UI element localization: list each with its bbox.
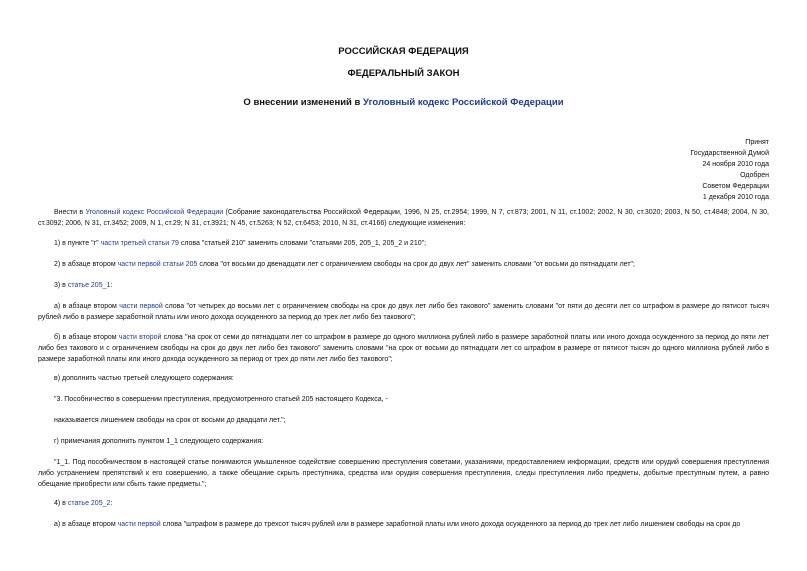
country-heading: РОССИЙСКАЯ ФЕДЕРАЦИЯ [338,46,469,57]
item-1-paragraph [38,238,769,249]
article-205-1-link[interactable]: статье 205_1 [67,282,111,289]
stamp-line: 1 декабря 2010 года [702,194,769,201]
text-run: а) в абзаце втором [54,521,118,528]
text-run: (Собрание законодательства Российской Федерации, 1996, N 25, ст.2954; 1999, N 7, ст.873; 2001, N 11, ст.1002; 2002, N 30, ст.3020; 2003, N 50, ст.4848; 2004, N 30, ст.3092; 2006, N 31, ст.3452; 2009, N 1, ст.29; N 31, ст.3921; N 45, ст.5263; N 52, ст.6453; 2010, N 31, ст.4166) следующие изменения: [38,209,769,227]
article-205-link[interactable]: части первой статьи 205 [117,261,198,268]
text-run: слова "штрафом в размере до трехсот тысяч рублей или в размере заработной платы или иного дохода осужденного за период до трех лет либо лишением свободы на срок до [160,521,741,528]
part-one-link[interactable]: части первой [119,303,163,310]
page-title [0,97,807,108]
stamp-line: Советом Федерации [702,183,769,190]
text-run: слова "от восьми до двенадцати лет с ограничением свободы на срок до двух лет" заменить словами "от восьми до пятнадцати лет"; [197,261,635,268]
text-run: : [110,282,113,289]
item-3g-paragraph: г) примечания дополнить пунктом 1_1 следующего содержания: [54,438,264,445]
text-run: б) в абзаце втором [54,334,119,341]
item-4-paragraph [38,498,769,509]
stamp-line: 24 ноября 2010 года [702,161,769,168]
quote-part-3: "3. Пособничество в совершении преступления, предусмотренного статьей 205 настоящего Кодекса, - [54,396,388,403]
item-3v-paragraph: в) дополнить частью третьей следующего содержания: [54,375,234,382]
text-run: : [110,500,113,507]
text-run: Внести в [54,209,86,216]
title-prefix: О внесении изменений в [243,97,364,108]
text-run: 1) в пункте "г" [54,240,101,247]
criminal-code-link[interactable]: Уголовный кодекс Российской Федерации [85,209,224,216]
text-run: слова "на срок от семи до пятнадцати лет со штрафом в размере до одного миллиона рублей либо в размере заработной платы или иного дохода осужденного за период до пяти лет либо без такового и с ограничением свободы на срок до двух лет либо без такового" заменить словами "на срок от восьми до пятнадцати лет со штрафом в размере от пятисот тысяч до одного миллиона рублей либо в размере заработной платы или иного дохода осужденного за период от трех до пяти лет либо без такового"; [38,334,769,363]
stamp-line: Одобрен [740,172,769,179]
item-3a-paragraph [38,301,769,323]
adoption-stamp [690,137,769,203]
quote-note-1-1: "1_1. Под пособничеством в настоящей статье понимаются умышленное содействие совершению преступления советами, указаниями, предоставлением информации, средств или орудий совершения преступления либо устранением препятствий к его совершению, а также обещание скрыть преступника, средства или орудия совершения преступления, следы преступления либо предметы, добытые преступным путем, а равно обещание приобрести или сбыть такие предметы."; [38,459,769,488]
doc-type-heading: ФЕДЕРАЛЬНЫЙ ЗАКОН [347,68,460,79]
part-two-link[interactable]: части второй [118,334,162,341]
item-3b-paragraph [38,332,769,365]
text-run: 2) в абзаце втором [54,261,118,268]
part-one-link-2[interactable]: части первой [117,521,161,528]
stamp-line: Принят [745,139,769,146]
text-run: 4) в [54,500,68,507]
item-2-paragraph [38,259,769,270]
article-205-2-link[interactable]: статье 205_2 [67,500,111,507]
article-79-link[interactable]: части третьей статьи 79 [100,240,179,247]
item-3-paragraph [38,280,769,291]
text-run: слова "статьей 210" заменить словами "статьями 205, 205_1, 205_2 и 210"; [178,240,427,247]
quote-punishment: наказывается лишением свободы на срок от восьми до двадцати лет."; [54,417,286,424]
text-run: слова "от четырех до восьми лет с ограничением свободы на срок до двух лет либо без такового" заменить словами "от пяти до десяти лет со штрафом в размере до пятисот тысяч рублей либо в размере заработной платы или иного дохода осужденного за период до трех лет либо без такового"; [38,303,770,321]
stamp-line: Государственной Думой [690,150,769,157]
title-code-link[interactable]: Уголовный кодекс Российской Федерации [363,97,564,108]
text-run: 3) в [54,282,68,289]
item-4a-paragraph [38,519,769,530]
text-run: а) в абзаце втором [54,303,120,310]
intro-paragraph [38,207,769,229]
